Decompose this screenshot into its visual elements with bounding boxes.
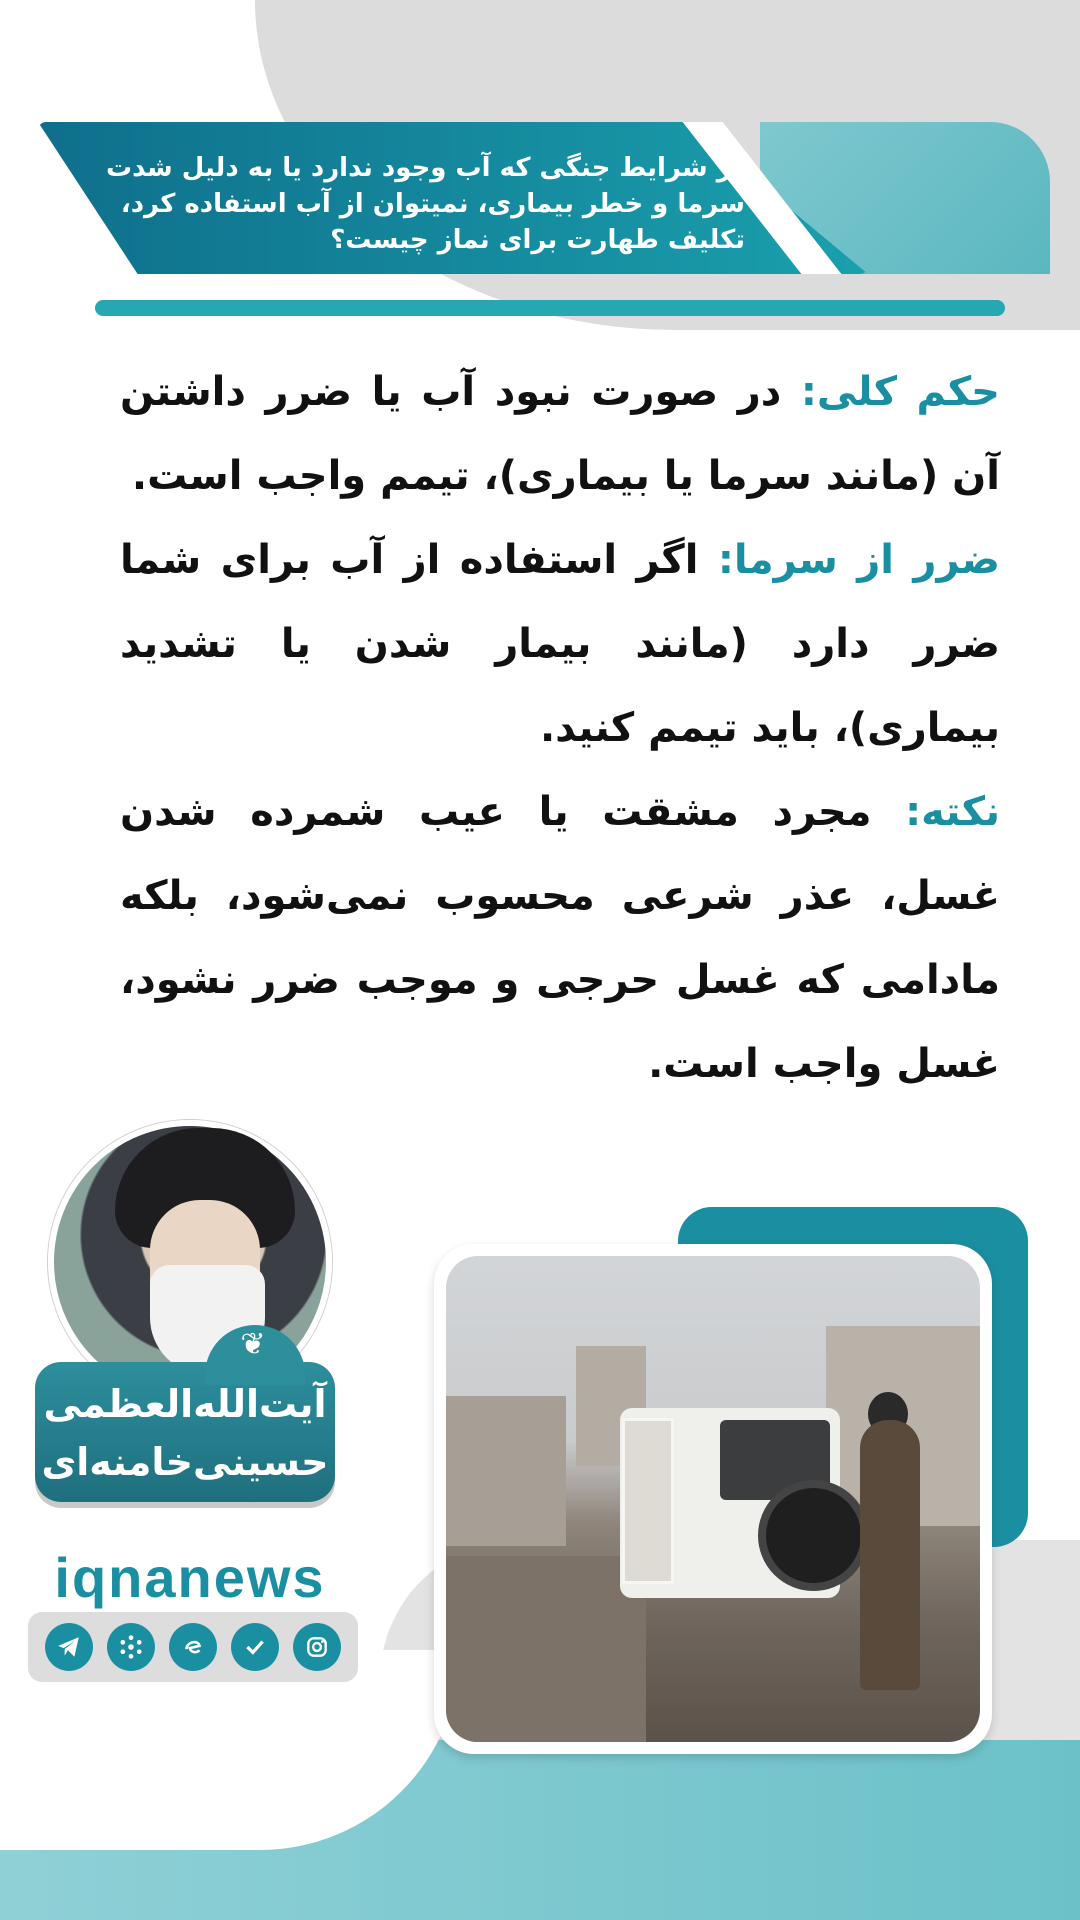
badge-name: حسینی‌خامنه‌ای — [41, 1440, 329, 1484]
note-text: مجرد مشقت یا عیب شمرده شدن غسل، عذر شرعی محسوب نمی‌شود، بلکه مادامی که غسل حرجی و موجب ضرر نشود، غسل واجب است. — [120, 789, 1000, 1087]
rule-text: در صورت نبود آب یا ضرر داشتن آن (مانند سرما یا بیماری)، تیمم واجب است. — [120, 369, 1000, 499]
eitaa-icon[interactable] — [169, 1623, 217, 1671]
person-figure — [860, 1420, 920, 1690]
instagram-icon[interactable] — [293, 1623, 341, 1671]
network-icon[interactable] — [107, 1623, 155, 1671]
bale-icon[interactable] — [231, 1623, 279, 1671]
ruined-building — [446, 1396, 566, 1546]
ambulance-door — [622, 1418, 674, 1584]
badge-title: آیت‌الله‌العظمی — [43, 1382, 327, 1426]
social-bar — [28, 1612, 358, 1682]
banner-stripe — [95, 300, 1005, 316]
ornament-icon: ❦ — [240, 1327, 266, 1362]
brand-logo-text: iqnanews — [54, 1546, 326, 1609]
rubble — [446, 1556, 646, 1742]
cold-text: اگر استفاده از آب برای شما ضرر دارد (مانند بیمار شدن یا تشدید بیماری)، باید تیمم کنید. — [120, 537, 1000, 751]
rule-label: حکم کلی: — [800, 369, 1000, 415]
cold-label: ضرر از سرما: — [717, 537, 1000, 583]
note-label: نکته: — [905, 789, 1000, 835]
question-text: در شرایط جنگی که آب وجود ندارد یا به دلیل شدت سرما و خطر بیماری، نمیتوان از آب استفاده کرد، تکلیف طهارت برای نماز چیست؟ — [105, 153, 745, 255]
telegram-icon[interactable] — [45, 1623, 93, 1671]
spare-wheel — [758, 1480, 869, 1591]
background-teal-pattern — [0, 1740, 1080, 1920]
ruling-text — [120, 350, 1000, 1106]
